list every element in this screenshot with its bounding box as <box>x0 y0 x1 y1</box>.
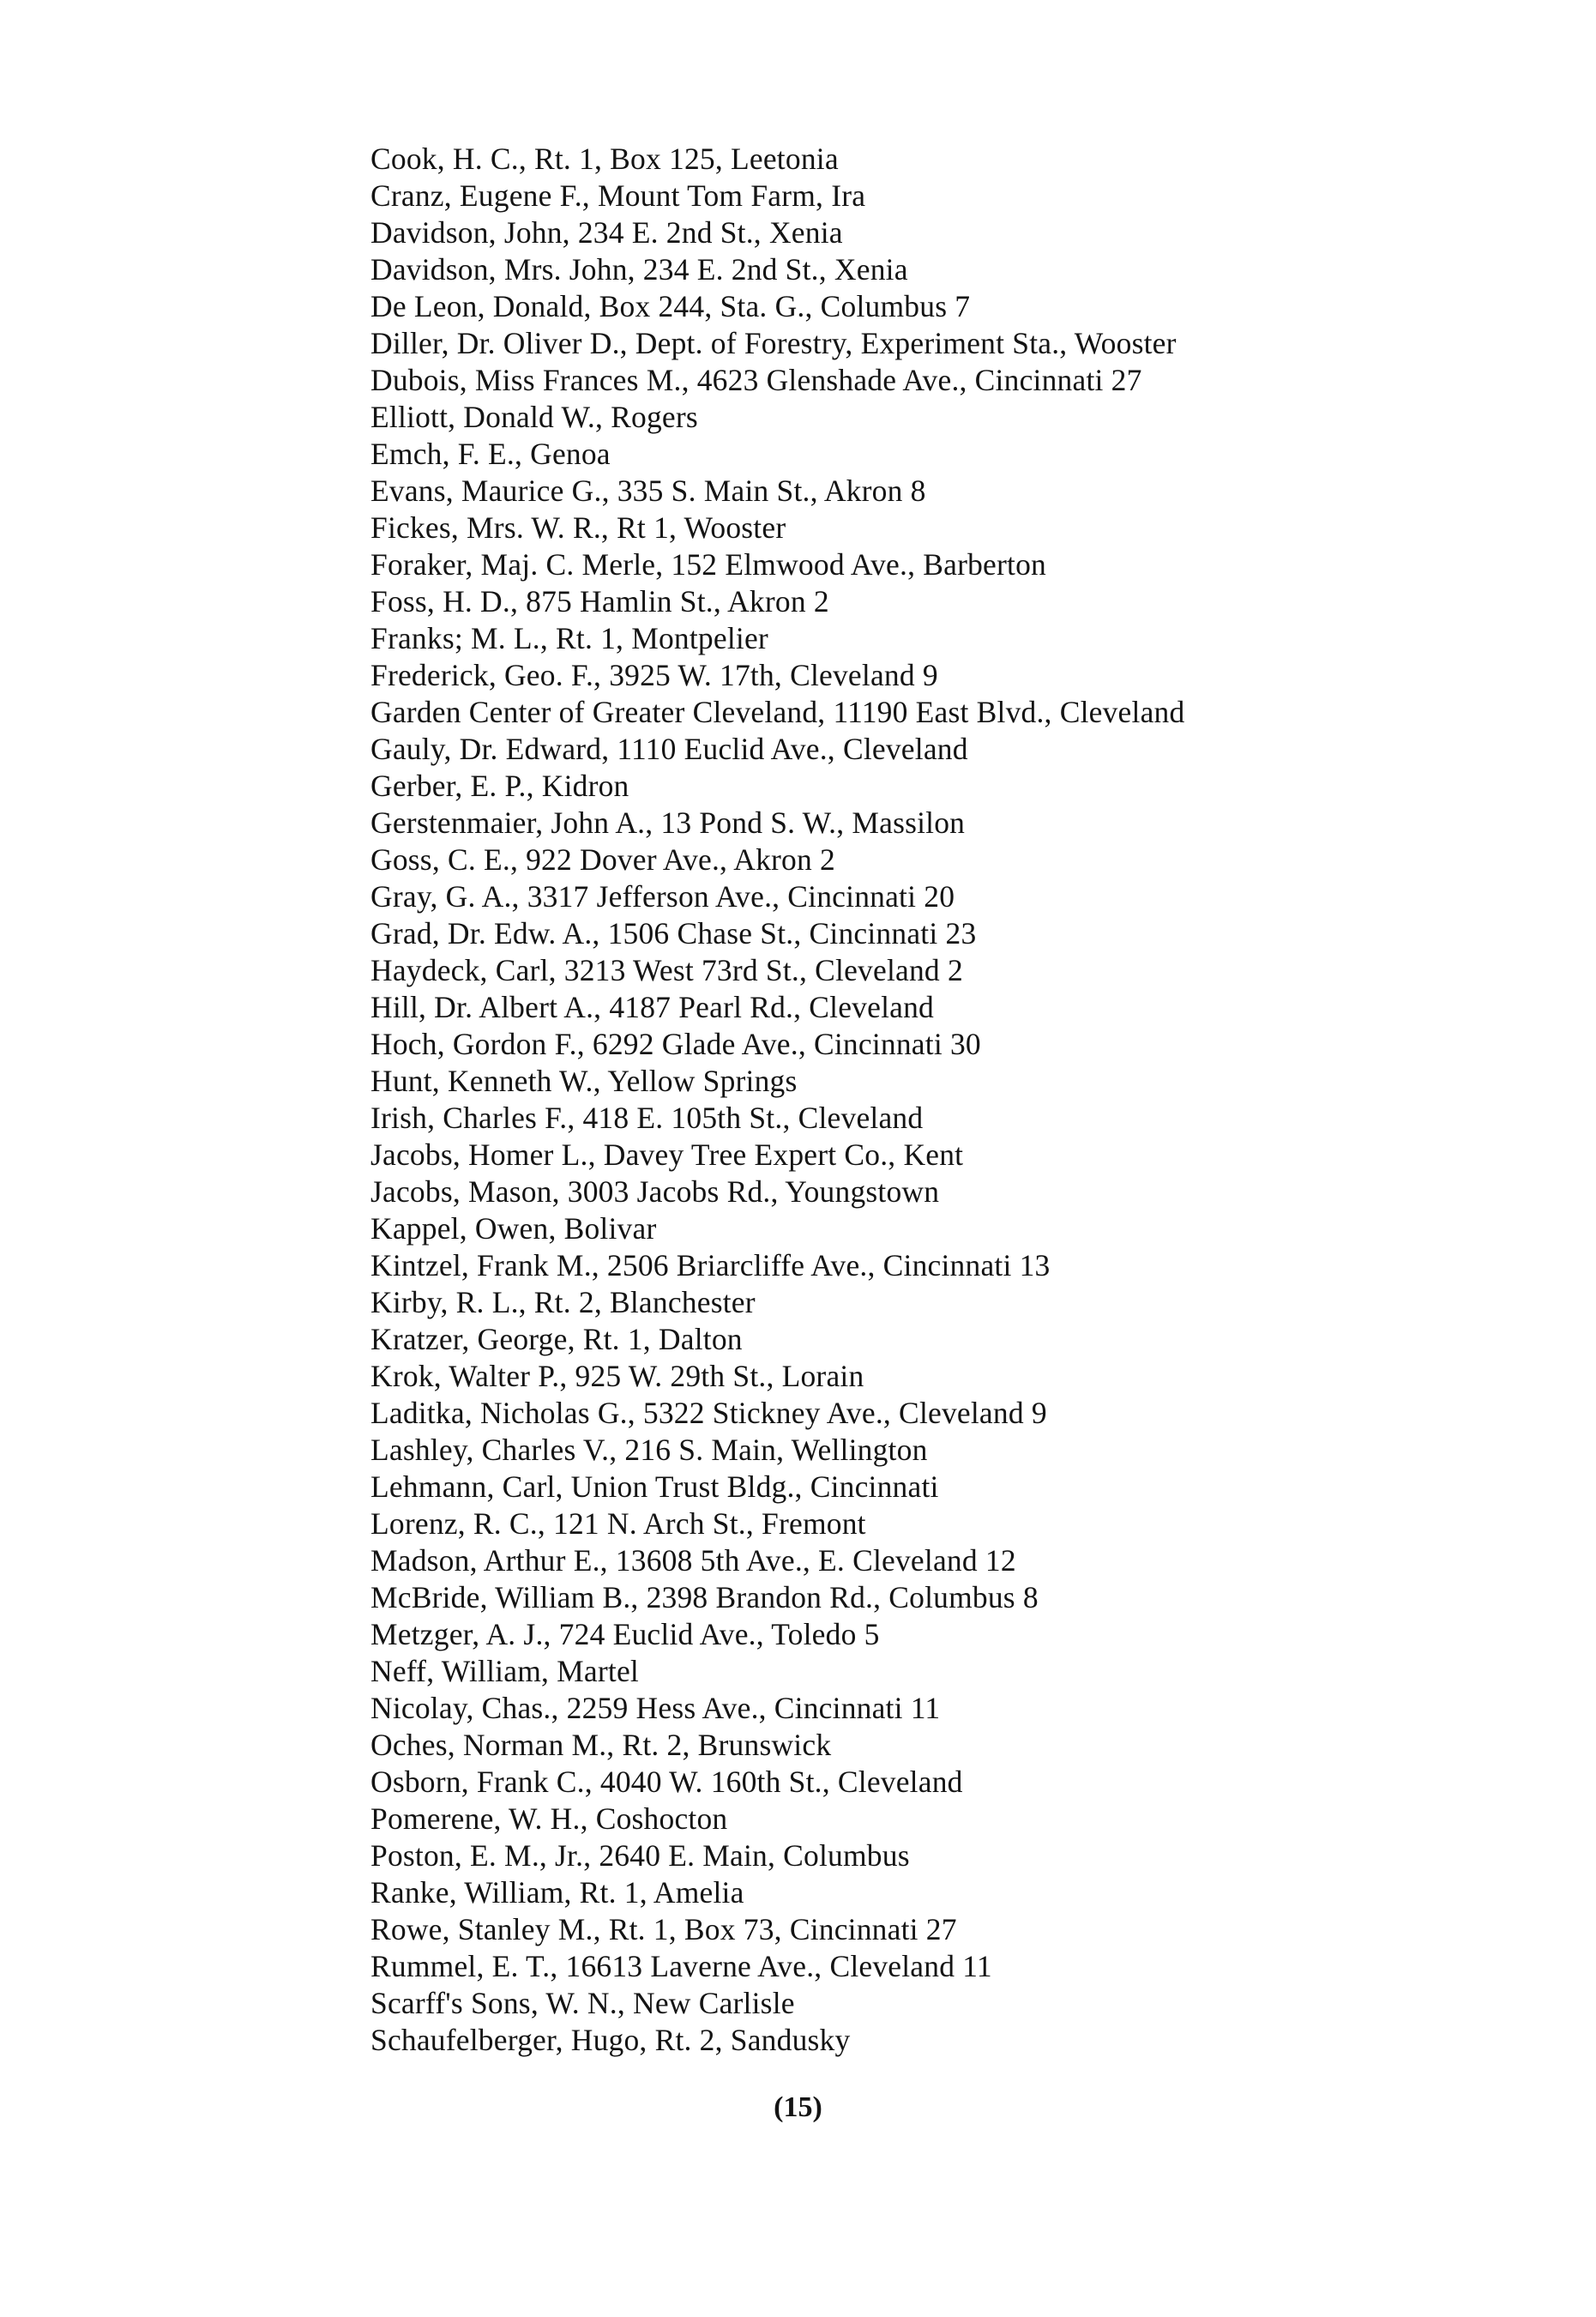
directory-entry: Elliott, Donald W., Rogers <box>370 400 698 434</box>
directory-entry: Hunt, Kenneth W., Yellow Springs <box>370 1064 798 1098</box>
directory-entry: Emch, F. E., Genoa <box>370 437 611 471</box>
directory-entry: Davidson, John, 234 E. 2nd St., Xenia <box>370 215 843 250</box>
member-directory-list <box>370 141 1485 2059</box>
directory-entry: Foss, H. D., 875 Hamlin St., Akron 2 <box>370 584 829 618</box>
directory-entry: Gauly, Dr. Edward, 1110 Euclid Ave., Cleveland <box>370 732 968 766</box>
directory-entry: Laditka, Nicholas G., 5322 Stickney Ave., Cleveland 9 <box>370 1396 1047 1430</box>
directory-entry: Diller, Dr. Oliver D., Dept. of Forestry, Experiment Sta., Wooster <box>370 326 1177 360</box>
directory-entry: Osborn, Frank C., 4040 W. 160th St., Cleveland <box>370 1765 963 1799</box>
directory-entry: Kratzer, George, Rt. 1, Dalton <box>370 1322 743 1356</box>
directory-entry: Metzger, A. J., 724 Euclid Ave., Toledo 5 <box>370 1617 880 1651</box>
directory-entry: Foraker, Maj. C. Merle, 152 Elmwood Ave., Barberton <box>370 547 1046 582</box>
directory-entry: Lehmann, Carl, Union Trust Bldg., Cincinnati <box>370 1469 939 1504</box>
directory-entry: Schaufelberger, Hugo, Rt. 2, Sandusky <box>370 2023 851 2057</box>
directory-entry: Gray, G. A., 3317 Jefferson Ave., Cincinnati 20 <box>370 879 955 914</box>
directory-entry: McBride, William B., 2398 Brandon Rd., Columbus 8 <box>370 1580 1039 1614</box>
directory-entry: Gerstenmaier, John A., 13 Pond S. W., Massilon <box>370 806 966 840</box>
directory-entry: Evans, Maurice G., 335 S. Main St., Akron 8 <box>370 474 926 508</box>
directory-entry: De Leon, Donald, Box 244, Sta. G., Columbus 7 <box>370 289 971 323</box>
directory-entry: Davidson, Mrs. John, 234 E. 2nd St., Xenia <box>370 252 908 287</box>
directory-entry: Franks; M. L., Rt. 1, Montpelier <box>370 621 768 655</box>
directory-entry: Kappel, Owen, Bolivar <box>370 1211 657 1246</box>
directory-entry: Fickes, Mrs. W. R., Rt 1, Wooster <box>370 510 786 545</box>
directory-entry: Grad, Dr. Edw. A., 1506 Chase St., Cincinnati 23 <box>370 916 977 950</box>
directory-entry: Hill, Dr. Albert A., 4187 Pearl Rd., Cleveland <box>370 990 935 1024</box>
directory-entry: Frederick, Geo. F., 3925 W. 17th, Cleveland 9 <box>370 658 938 692</box>
directory-entry: Kintzel, Frank M., 2506 Briarcliffe Ave., Cincinnati 13 <box>370 1248 1051 1282</box>
directory-entry: Poston, E. M., Jr., 2640 E. Main, Columbus <box>370 1838 910 1873</box>
directory-entry: Lashley, Charles V., 216 S. Main, Wellington <box>370 1433 928 1467</box>
directory-entry: Irish, Charles F., 418 E. 105th St., Cleveland <box>370 1101 924 1135</box>
directory-entry: Scarff's Sons, W. N., New Carlisle <box>370 1986 795 2020</box>
directory-entry: Jacobs, Mason, 3003 Jacobs Rd., Youngstown <box>370 1174 940 1209</box>
directory-entry: Neff, William, Martel <box>370 1654 639 1688</box>
directory-entry: Pomerene, W. H., Coshocton <box>370 1801 728 1836</box>
directory-entry: Nicolay, Chas., 2259 Hess Ave., Cincinnati 11 <box>370 1691 941 1725</box>
directory-entry: Cook, H. C., Rt. 1, Box 125, Leetonia <box>370 142 839 176</box>
directory-entry: Goss, C. E., 922 Dover Ave., Akron 2 <box>370 842 835 877</box>
directory-entry: Oches, Norman M., Rt. 2, Brunswick <box>370 1728 832 1762</box>
directory-entry: Cranz, Eugene F., Mount Tom Farm, Ira <box>370 178 866 213</box>
directory-entry: Rowe, Stanley M., Rt. 1, Box 73, Cincinnati 27 <box>370 1912 957 1946</box>
directory-entry: Garden Center of Greater Cleveland, 11190 East Blvd., Cleveland <box>370 695 1185 729</box>
directory-entry: Gerber, E. P., Kidron <box>370 769 629 803</box>
page-number: (15) <box>774 2091 822 2123</box>
directory-entry: Lorenz, R. C., 121 N. Arch St., Fremont <box>370 1506 866 1541</box>
directory-entry: Rummel, E. T., 16613 Laverne Ave., Cleveland 11 <box>370 1949 992 1983</box>
directory-entry: Ranke, William, Rt. 1, Amelia <box>370 1875 744 1910</box>
directory-entry: Hoch, Gordon F., 6292 Glade Ave., Cincinnati 30 <box>370 1027 981 1061</box>
directory-entry: Krok, Walter P., 925 W. 29th St., Lorain <box>370 1359 864 1393</box>
directory-entry: Haydeck, Carl, 3213 West 73rd St., Cleveland 2 <box>370 953 963 987</box>
directory-entry: Dubois, Miss Frances M., 4623 Glenshade Ave., Cincinnati 27 <box>370 363 1142 397</box>
directory-entry: Madson, Arthur E., 13608 5th Ave., E. Cleveland 12 <box>370 1543 1016 1578</box>
directory-entry: Jacobs, Homer L., Davey Tree Expert Co., Kent <box>370 1137 964 1172</box>
directory-entry: Kirby, R. L., Rt. 2, Blanchester <box>370 1285 756 1319</box>
